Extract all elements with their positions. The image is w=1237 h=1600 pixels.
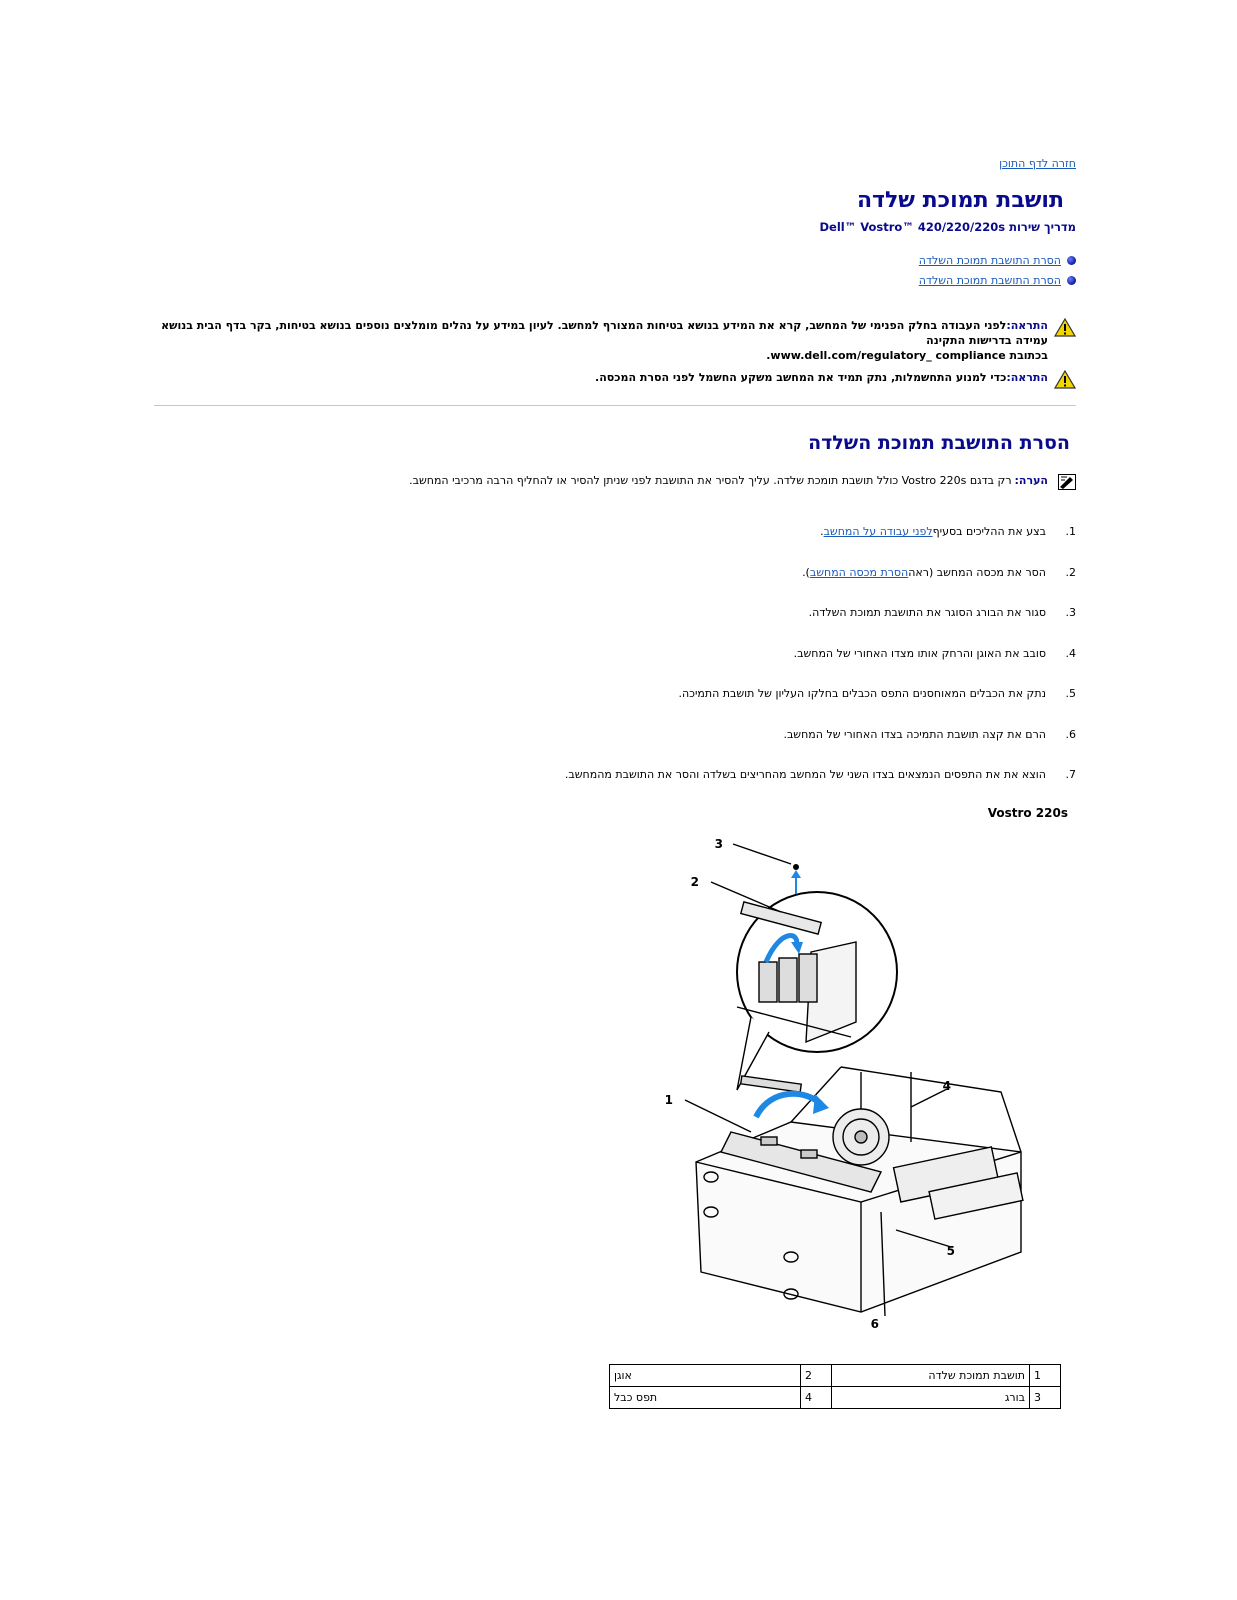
step-item bbox=[565, 768, 1076, 781]
step-item bbox=[678, 687, 1076, 700]
callout-2: 2 bbox=[690, 875, 699, 889]
callout-4: 4 bbox=[942, 1079, 951, 1093]
note-icon bbox=[1052, 474, 1076, 493]
step-number: 3. bbox=[1065, 606, 1076, 619]
step-item bbox=[820, 525, 1076, 538]
caution-text-line2: בכתובת www.dell.com/regulatory_ compliance. bbox=[766, 349, 1048, 362]
warning-icon bbox=[1052, 370, 1076, 393]
page-subtitle: מדריך שירות Dell™ Vostro™ 420/220/220s bbox=[819, 220, 1076, 234]
step-number: 5. bbox=[1065, 687, 1076, 700]
computer-chassis-diagram bbox=[641, 832, 1061, 1332]
bullet-icon bbox=[1067, 256, 1076, 265]
note bbox=[154, 474, 1076, 493]
step-text: הוצא את את התפסים הנמצאים בצדו השני של המחשב מהחריצים בשלדה והסר את התושבת מהמחשב. bbox=[564, 768, 1046, 781]
caution-text: לפני העבודה בחלק הפנימי של המחשב, קרא את המידע בנושא בטיחות המצורף למחשב. לעיון במידע על נהלים מומלצים נוספים בנושא בטיחות, בקר בדף הבית בנושא עמידה בדרישות התקינה bbox=[161, 319, 1048, 347]
figure-caption: Vostro 220s bbox=[987, 806, 1068, 820]
legend-number: 3 bbox=[1030, 1387, 1061, 1409]
toc-link[interactable]: הסרת התושבת תמוכת השלדה bbox=[918, 253, 1061, 267]
legend-number: 1 bbox=[1030, 1365, 1061, 1387]
page-title: תושבת תמוכת שלדה bbox=[856, 188, 1064, 213]
toc-item[interactable] bbox=[919, 250, 1076, 270]
step-link[interactable]: הסרת מכסה המחשב bbox=[809, 566, 909, 579]
caution-label: התראה: bbox=[1006, 319, 1048, 332]
caution-body bbox=[154, 318, 1048, 363]
caution-notice bbox=[154, 318, 1076, 363]
table-of-contents bbox=[919, 250, 1076, 290]
bullet-icon bbox=[1067, 276, 1076, 285]
legend-number: 4 bbox=[801, 1387, 832, 1409]
warning-icon bbox=[1052, 318, 1076, 363]
step-item bbox=[794, 647, 1076, 660]
step-number: 1. bbox=[1065, 525, 1076, 538]
step-text-after: ). bbox=[802, 566, 810, 579]
table-row bbox=[610, 1365, 1061, 1387]
step-link[interactable]: לפני עבודה על המחשב bbox=[823, 525, 933, 538]
caution-body bbox=[595, 370, 1048, 393]
step-item bbox=[809, 606, 1076, 619]
back-to-contents-link[interactable]: חזרה לדף התוכן bbox=[999, 157, 1076, 170]
note-label: הערה: bbox=[1014, 474, 1048, 487]
step-text: סובב את האוגן והרחק אותו מצדו האחורי של המחשב. bbox=[793, 647, 1046, 660]
caution-text: כדי למנוע התחשמלות, נתק תמיד את המחשב משקע החשמל לפני הסרת המכסה. bbox=[595, 371, 1007, 384]
chassis-brace-figure bbox=[641, 832, 1061, 1336]
callout-6: 6 bbox=[870, 1317, 879, 1331]
step-text: בצע את ההליכים בסעיף bbox=[932, 525, 1046, 538]
caution-label: התראה: bbox=[1006, 371, 1048, 384]
step-text: הסר את מכסה המחשב (ראה bbox=[908, 566, 1046, 579]
step-number: 7. bbox=[1065, 768, 1076, 781]
caution-notice bbox=[154, 370, 1076, 393]
step-text: סגור את הבורג הסוגר את התושבת תמוכת השלדה. bbox=[808, 606, 1046, 619]
callout-legend-table bbox=[609, 1364, 1061, 1409]
section-title: הסרת התושבת תמוכת השלדה bbox=[808, 432, 1070, 454]
step-number: 4. bbox=[1065, 647, 1076, 660]
legend-description: בורג bbox=[832, 1387, 1030, 1409]
table-row bbox=[610, 1387, 1061, 1409]
callout-5: 5 bbox=[946, 1244, 955, 1258]
step-text: נתק את הכבלים המאוחסנים התפס הכבלים בחלקו העליון של תושבת התמיכה. bbox=[678, 687, 1046, 700]
legend-description: אוגן bbox=[610, 1365, 801, 1387]
step-item bbox=[783, 728, 1076, 741]
step-text: הרם את קצה תושבת התמיכה בצדו האחורי של המחשב. bbox=[783, 728, 1046, 741]
divider bbox=[154, 405, 1076, 406]
callout-1: 1 bbox=[664, 1093, 673, 1107]
step-number: 6. bbox=[1065, 728, 1076, 741]
callout-3: 3 bbox=[714, 837, 723, 851]
step-text-after: . bbox=[820, 525, 824, 538]
step-item bbox=[802, 566, 1076, 579]
step-number: 2. bbox=[1065, 566, 1076, 579]
note-text: רק בדגם Vostro 220s כולל תושבת תומכת שלדה. עליך להסיר את התושבת לפני שניתן להסיר או להחליף הרבה מרכיבי המחשב. bbox=[409, 474, 1012, 487]
toc-item[interactable] bbox=[919, 270, 1076, 290]
legend-description: תושבת תמוכת שלדה bbox=[832, 1365, 1030, 1387]
toc-link[interactable]: הסרת התושבת תמוכת השלדה bbox=[918, 273, 1061, 287]
legend-description: תפס כבל bbox=[610, 1387, 801, 1409]
legend-number: 2 bbox=[801, 1365, 832, 1387]
